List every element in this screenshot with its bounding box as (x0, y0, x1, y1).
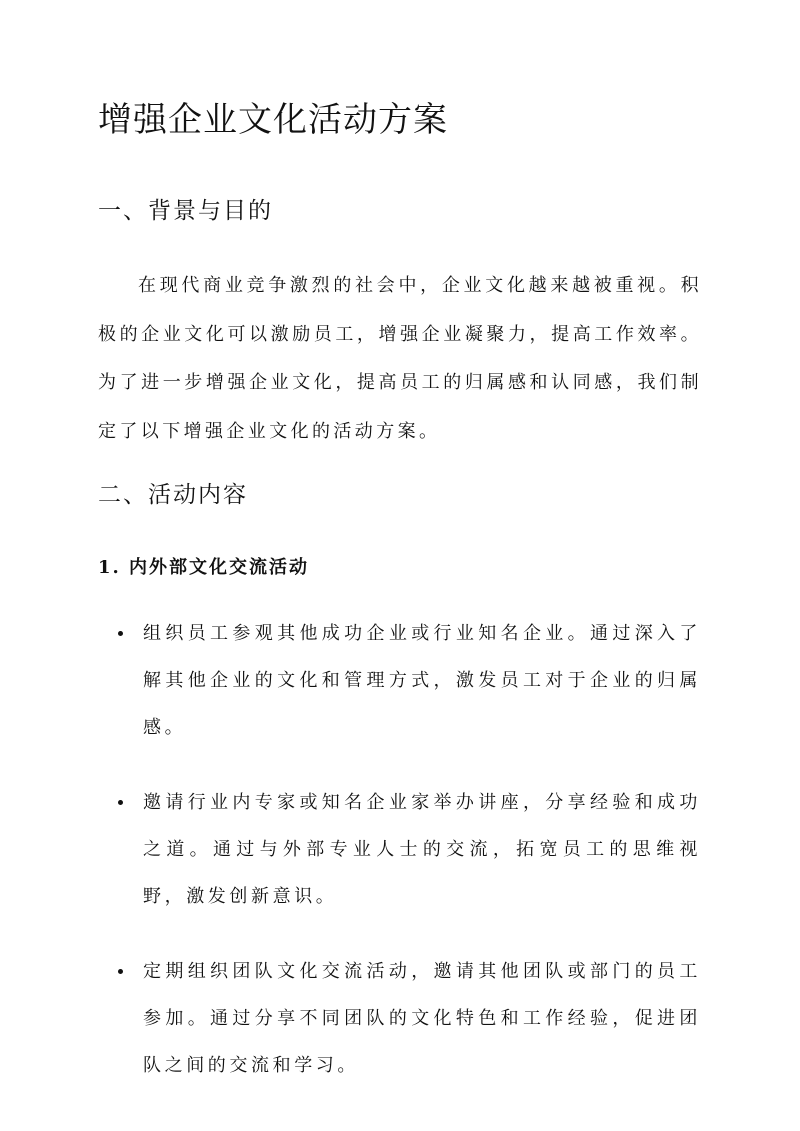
list-item-text: 组织员工参观其他成功企业或行业知名企业。通过深入了解其他企业的文化和管理方式，激发员工对于企业的归属感。 (143, 623, 701, 738)
document-title: 增强企业文化活动方案 (98, 100, 448, 140)
background-paragraph: 在现代商业竞争激烈的社会中，企业文化越来越被重视。积极的企业文化可以激励员工，增强企业凝聚力，提高工作效率。为了进一步增强企业文化，提高员工的归属感和认同感，我们制定了以下增强企业文化的活动方案。 (98, 275, 702, 442)
bullet-icon (118, 800, 123, 805)
subsection-heading-exchange: 1. 内外部文化交流活动 (98, 557, 310, 578)
list-item (0, 948, 800, 1089)
list-item-text: 邀请行业内专家或知名企业家举办讲座，分享经验和成功之道。通过与外部专业人士的交流，拓宽员工的思维视野，激发创新意识。 (143, 792, 701, 907)
section-heading-activities: 二、活动内容 (98, 482, 248, 508)
list-item (0, 610, 800, 751)
exchange-activity-list (0, 610, 800, 1117)
bullet-icon (118, 969, 123, 974)
list-item-text: 定期组织团队文化交流活动，邀请其他团队或部门的员工参加。通过分享不同团队的文化特色和工作经验，促进团队之间的交流和学习。 (143, 961, 701, 1076)
bullet-icon (118, 631, 123, 636)
list-item (0, 779, 800, 920)
section-heading-background: 一、背景与目的 (98, 198, 273, 224)
